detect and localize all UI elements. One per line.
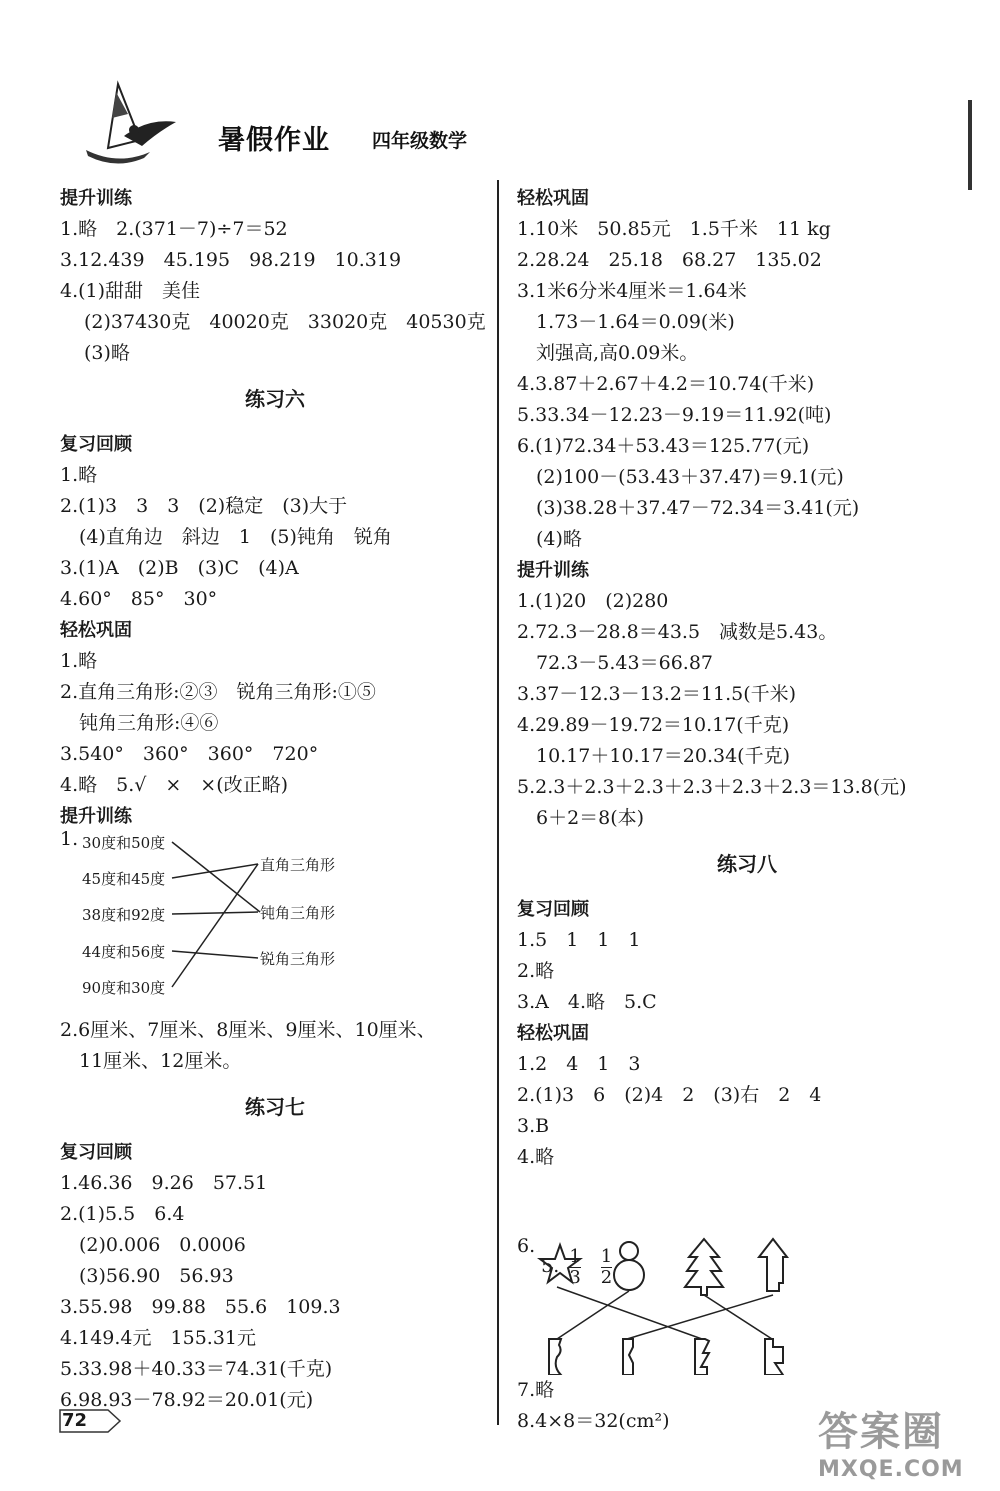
answer-line: 3.37－12.3－13.2＝11.5(千米) bbox=[517, 683, 797, 705]
answer-line: 4.149.4元 155.31元 bbox=[60, 1327, 257, 1349]
question-number: 1. bbox=[60, 828, 79, 850]
gourd-icon bbox=[614, 1242, 644, 1290]
answer-line: (4)略 bbox=[517, 528, 582, 550]
answer-line: 1.略 bbox=[60, 464, 98, 486]
exercise-heading: 练习七 bbox=[245, 1095, 305, 1119]
answer-line: 4.略 bbox=[517, 1146, 555, 1168]
answer-line: 1.略 2.(371－7)÷7＝52 bbox=[60, 218, 288, 240]
answer-line: 5.33.34－12.23－9.19＝11.92(吨) bbox=[517, 404, 832, 426]
angle-pair-label: 45度和45度 bbox=[82, 870, 166, 888]
answer-line: (4)直角边 斜边 1 (5)钝角 锐角 bbox=[60, 526, 392, 548]
answer-line: 10.17＋10.17＝20.34(千克) bbox=[517, 745, 791, 767]
answer-line: 8.4×8＝32(cm²) bbox=[517, 1410, 670, 1432]
left-column bbox=[60, 183, 490, 1416]
answer-line: 2.略 bbox=[517, 960, 555, 982]
answer-line: 3.55.98 99.88 55.6 109.3 bbox=[60, 1296, 341, 1318]
watermark-url: MXQE.COM bbox=[818, 1457, 964, 1482]
watermark-logo-text: 答案圈 bbox=[818, 1409, 944, 1455]
section-heading: 复习回顾 bbox=[60, 1142, 132, 1163]
section-heading: 轻松巩固 bbox=[517, 188, 589, 209]
answer-line: (2)100－(53.43＋37.47)＝9.1(元) bbox=[517, 466, 844, 488]
matching-diagram bbox=[60, 828, 490, 1015]
fraction-denominator: 2 bbox=[600, 1266, 613, 1288]
fraction-numerator: 1 bbox=[600, 1245, 613, 1267]
answer-line: 1.10米 50.85元 1.5千米 11 kg bbox=[517, 218, 831, 240]
answer-line: (2)0.006 0.0006 bbox=[60, 1234, 246, 1256]
half-arrow-icon bbox=[765, 1339, 783, 1375]
answer-line: 4.(1)甜甜 美佳 bbox=[60, 280, 201, 302]
answer-line: 3.(1)A (2)B (3)C (4)A bbox=[60, 557, 299, 579]
book-subtitle: 四年级数学 bbox=[372, 130, 468, 152]
symmetry-matching-diagram bbox=[517, 1235, 977, 1375]
answer-line: (3)略 bbox=[84, 342, 130, 364]
answer-line: 2.(1)3 3 3 (2)稳定 (3)大于 bbox=[60, 495, 348, 517]
answer-line: 2.6厘米、7厘米、8厘米、9厘米、10厘米、 bbox=[60, 1019, 436, 1041]
answer-line: 6.98.93－78.92＝20.01(元) bbox=[60, 1389, 314, 1411]
triangle-type-label: 直角三角形 bbox=[260, 856, 336, 874]
half-gourd-icon bbox=[549, 1339, 561, 1375]
triangle-type-label: 钝角三角形 bbox=[260, 904, 336, 922]
question-number: 5. bbox=[541, 1255, 560, 1277]
answer-line: 1.46.36 9.26 57.51 bbox=[60, 1172, 268, 1194]
answer-line: 72.3－5.43＝66.87 bbox=[517, 652, 714, 674]
answer-line: (3)38.28＋37.47－72.34＝3.41(元) bbox=[517, 497, 860, 519]
section-heading: 提升训练 bbox=[517, 560, 589, 581]
answer-line: 2.72.3－28.8＝43.5 减数是5.43。 bbox=[517, 621, 838, 643]
angle-pair-label: 38度和92度 bbox=[82, 906, 166, 924]
answer-line: 2.28.24 25.18 68.27 135.02 bbox=[517, 249, 822, 271]
column-divider bbox=[497, 180, 499, 1425]
half-tree-icon bbox=[695, 1339, 709, 1375]
arrow-icon bbox=[759, 1239, 787, 1291]
answer-line: 1.5 1 1 1 bbox=[517, 929, 641, 951]
answer-line: 3.540° 360° 360° 720° bbox=[60, 743, 319, 765]
exercise-heading: 练习八 bbox=[717, 852, 777, 876]
answer-line: 3.A 4.略 5.C bbox=[517, 991, 657, 1013]
answer-line: 11厘米、12厘米。 bbox=[60, 1050, 242, 1072]
answer-line: 7.略 bbox=[517, 1379, 555, 1401]
answer-line: 钝角三角形:④⑥ bbox=[60, 712, 219, 734]
answer-line: 4.略 5.√ × ×(改正略) bbox=[60, 774, 289, 796]
header bbox=[78, 78, 468, 168]
right-column bbox=[517, 183, 977, 1437]
answer-line: 1.略 bbox=[60, 650, 98, 672]
answer-line: 4.60° 85° 30° bbox=[60, 588, 218, 610]
star-icon bbox=[540, 1245, 580, 1282]
answer-line: 5.33.98＋40.33＝74.31(千克) bbox=[60, 1358, 333, 1380]
answer-line: 2.(1)5.5 6.4 bbox=[60, 1203, 185, 1225]
section-heading: 轻松巩固 bbox=[517, 1023, 589, 1044]
answer-line: 3.1米6分米4厘米＝1.64米 bbox=[517, 280, 747, 302]
book-title: 暑假作业 bbox=[218, 125, 330, 156]
triangle-type-label: 锐角三角形 bbox=[260, 950, 336, 968]
answer-line: 6＋2＝8(本) bbox=[517, 807, 645, 829]
answer-line: (2)37430克 40020克 33020克 40530克 bbox=[84, 311, 486, 333]
section-heading: 复习回顾 bbox=[60, 434, 132, 455]
section-heading: 轻松巩固 bbox=[60, 620, 132, 641]
answer-line: 1.2 4 1 3 bbox=[517, 1053, 641, 1075]
section-heading: 复习回顾 bbox=[517, 899, 589, 920]
answer-line: 4.29.89－19.72＝10.17(千克) bbox=[517, 714, 790, 736]
fraction-denominator: 3 bbox=[569, 1266, 581, 1288]
exercise-heading: 练习六 bbox=[245, 387, 305, 411]
answer-line: 1.(1)20 (2)280 bbox=[517, 590, 669, 612]
fraction-answer-line bbox=[517, 1173, 977, 1288]
sailboat-logo-icon bbox=[78, 78, 208, 168]
angle-pair-label: 90度和30度 bbox=[82, 979, 166, 997]
half-star-icon bbox=[623, 1339, 633, 1375]
page-number: 72 bbox=[62, 1410, 88, 1431]
answer-line: 3.12.439 45.195 98.219 10.319 bbox=[60, 249, 402, 271]
watermark bbox=[818, 1400, 964, 1482]
tree-icon bbox=[685, 1239, 723, 1295]
angle-pair-label: 30度和50度 bbox=[82, 834, 166, 852]
symmetry-shapes bbox=[517, 1235, 817, 1375]
fraction-numerator: 1 bbox=[569, 1245, 581, 1267]
section-heading: 提升训练 bbox=[60, 188, 132, 209]
answer-line: 刘强高,高0.09米。 bbox=[517, 342, 699, 364]
page-number-badge bbox=[58, 1406, 122, 1436]
answer-line: 6.(1)72.34＋53.43＝125.77(元) bbox=[517, 435, 810, 457]
question-number: 6. bbox=[517, 1235, 536, 1257]
section-heading: 提升训练 bbox=[60, 806, 132, 827]
answer-line: 2.(1)3 6 (2)4 2 (3)右 2 4 bbox=[517, 1084, 822, 1106]
answer-line: 3.B bbox=[517, 1115, 550, 1137]
edge-bar bbox=[968, 100, 972, 190]
answer-line: 1.73－1.64＝0.09(米) bbox=[517, 311, 735, 333]
answer-line: 2.直角三角形:②③ 锐角三角形:①⑤ bbox=[60, 681, 376, 703]
answer-line: 4.3.87＋2.67＋4.2＝10.74(千米) bbox=[517, 373, 815, 395]
answer-line: (3)56.90 56.93 bbox=[60, 1265, 234, 1287]
angle-pair-label: 44度和56度 bbox=[82, 943, 166, 961]
answer-line: 5.2.3＋2.3＋2.3＋2.3＋2.3＋2.3＝13.8(元) bbox=[517, 776, 907, 798]
